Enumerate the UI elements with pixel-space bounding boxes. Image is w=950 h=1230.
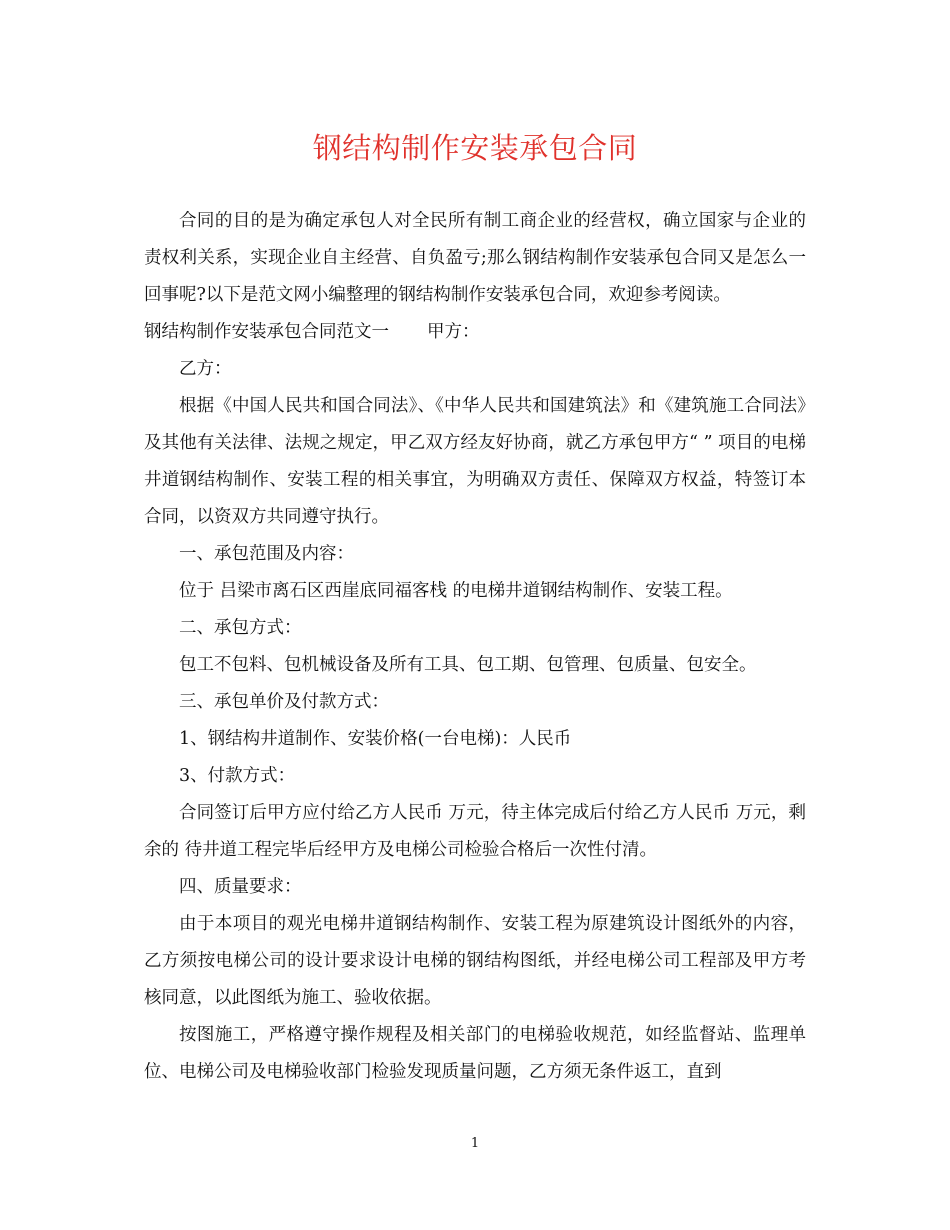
section-heading: 钢结构制作安装承包合同范文一 bbox=[144, 322, 389, 342]
method-paragraph: 包工不包料、包机械设备及所有工具、包工期、包管理、包质量、包安全。 bbox=[179, 655, 757, 675]
party-a-label: 甲方： bbox=[427, 322, 480, 342]
payment-paragraph: 合同签订后甲方应付给乙方人民币 万元，待主体完成后付给乙方人民币 万元，剩余的 待井道工程完毕后经甲方及电梯公司检验合格后一次性付清。 bbox=[144, 803, 806, 860]
document-title: 钢结构制作安装承包合同 bbox=[312, 131, 638, 165]
inspection-paragraph: 按图施工，严格遵守操作规程及相关部门的电梯验收规范，如经监督站、监理单位、电梯公司及电梯验收部门检验发现质量问题，乙方须无条件返工，直到 bbox=[144, 1025, 806, 1082]
legal-basis-paragraph: 根据《中国人民共和国合同法》、《中华人民共和国建筑法》和《建筑施工合同法》及其他有关法律、法规之规定，甲乙双方经友好协商，就乙方承包甲方“ ” 项目的电梯井道钢结构制作、安装工程的相关事宜，为明确双方责任、保障双方权益，特签订本合同，以资双方共同遵守执行。 bbox=[144, 396, 806, 527]
clause-heading-2: 二、承包方式： bbox=[179, 618, 302, 638]
price-paragraph: 1、钢结构井道制作、安装价格(一台电梯)：人民币 bbox=[179, 729, 572, 749]
scope-paragraph: 位于 吕梁市离石区西崖底同福客栈 的电梯井道钢结构制作、安装工程。 bbox=[179, 581, 733, 601]
payment-heading: 3、付款方式： bbox=[179, 766, 296, 786]
document-body bbox=[144, 203, 806, 1091]
clause-heading-4: 四、质量要求： bbox=[179, 877, 302, 897]
page-number: 1 bbox=[470, 1136, 480, 1151]
intro-paragraph: 合同的目的是为确定承包人对全民所有制工商企业的经营权，确立国家与企业的责权利关系，实现企业自主经营、自负盈亏;那么钢结构制作安装承包合同又是怎么一回事呢?以下是范文网小编整理的钢结构制作安装承包合同，欢迎参考阅读。 bbox=[144, 211, 806, 305]
quality-paragraph: 由于本项目的观光电梯井道钢结构制作、安装工程为原建筑设计图纸外的内容，乙方须按电梯公司的设计要求设计电梯的钢结构图纸，并经电梯公司工程部及甲方考核同意，以此图纸为施工、验收依据。 bbox=[144, 914, 806, 1008]
clause-heading-3: 三、承包单价及付款方式： bbox=[179, 692, 389, 712]
section-heading-line bbox=[144, 314, 806, 351]
clause-heading-1: 一、承包范围及内容： bbox=[179, 544, 354, 564]
party-b-label: 乙方： bbox=[179, 359, 232, 379]
